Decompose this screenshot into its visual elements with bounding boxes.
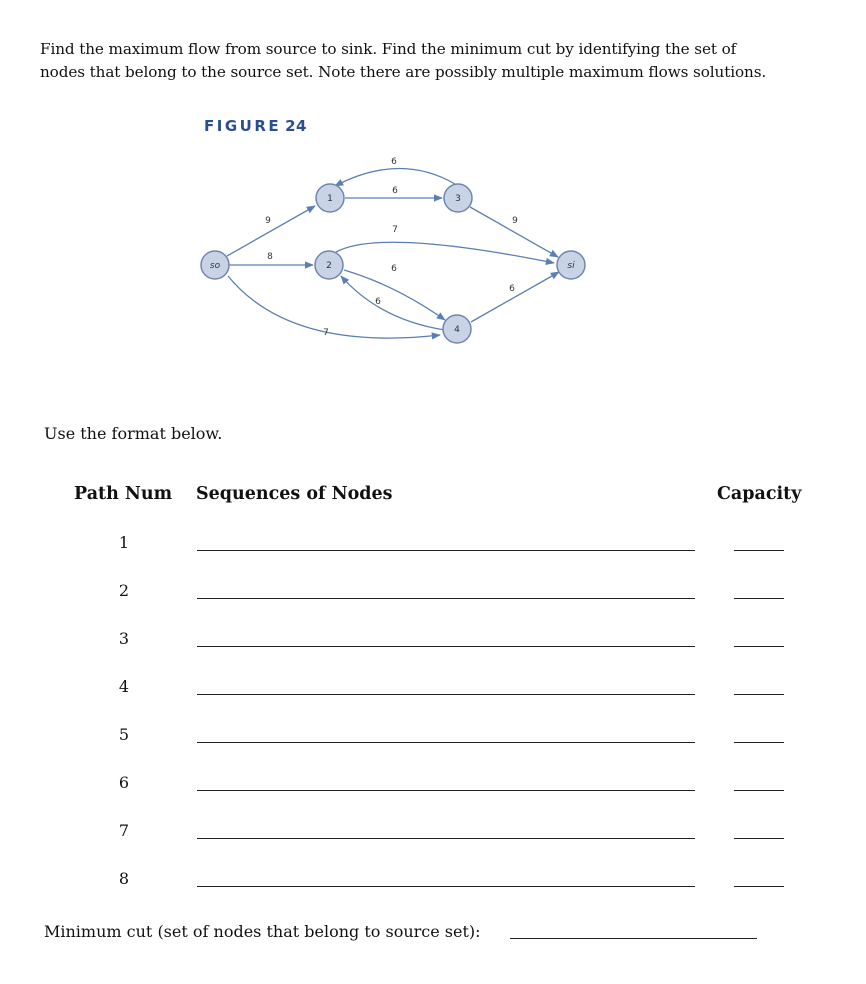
edge-2-4	[344, 270, 445, 320]
edge-2-si	[336, 242, 554, 263]
instructions-line-2: nodes that belong to the source set. Note there are possibly multiple maximum flows solutions.	[40, 63, 767, 81]
row-number: 1	[118, 533, 130, 552]
sequence-blank[interactable]	[197, 598, 695, 599]
edge-label-1-3: 6	[392, 186, 398, 196]
sequence-blank[interactable]	[197, 742, 695, 743]
edge-label-2-si: 7	[392, 225, 398, 235]
edge-label-so-1: 9	[265, 216, 271, 226]
capacity-blank[interactable]	[734, 838, 784, 839]
edge-4-2	[341, 276, 445, 330]
edge-label-4-si: 6	[509, 284, 515, 294]
edge-so-4	[228, 276, 440, 338]
row-number: 5	[118, 725, 130, 744]
edge-label-so-2: 8	[267, 252, 273, 262]
node-label-1: 1	[327, 194, 333, 204]
capacity-blank[interactable]	[734, 886, 784, 887]
row-number: 3	[118, 629, 130, 648]
capacity-blank[interactable]	[734, 790, 784, 791]
sequence-blank[interactable]	[197, 790, 695, 791]
sequence-blank[interactable]	[197, 838, 695, 839]
edge-so-1	[227, 206, 315, 256]
figure-caption-number: 24	[285, 117, 307, 135]
edge-label-so-4: 7	[323, 328, 329, 338]
capacity-blank[interactable]	[734, 742, 784, 743]
capacity-blank[interactable]	[734, 694, 784, 695]
node-label-4: 4	[454, 325, 460, 335]
sequence-blank[interactable]	[197, 646, 695, 647]
row-number: 7	[118, 821, 130, 840]
capacity-blank[interactable]	[734, 598, 784, 599]
node-label-3: 3	[455, 194, 461, 204]
min-cut-label: Minimum cut (set of nodes that belong to source set):	[44, 922, 481, 941]
header-sequences: Sequences of Nodes	[196, 484, 393, 504]
row-number: 6	[118, 773, 130, 792]
sequence-blank[interactable]	[197, 550, 695, 551]
sequence-blank[interactable]	[197, 694, 695, 695]
edge-label-2-4: 6	[391, 264, 397, 274]
node-label-2: 2	[326, 261, 332, 271]
capacity-blank[interactable]	[734, 550, 784, 551]
instructions-line-1: Find the maximum flow from source to sink. Find the minimum cut by identifying the set of	[40, 40, 737, 58]
row-number: 4	[118, 677, 130, 696]
node-label-si: si	[567, 261, 575, 271]
edge-3-si	[470, 207, 558, 257]
edge-4-si	[471, 272, 559, 322]
row-number: 8	[118, 869, 130, 888]
use-format-text: Use the format below.	[44, 424, 223, 443]
row-number: 2	[118, 581, 130, 600]
header-capacity: Capacity	[717, 484, 802, 504]
edge-label-4-2: 6	[375, 297, 381, 307]
flow-network-diagram	[0, 0, 866, 420]
node-label-so: so	[209, 261, 221, 271]
header-path-num: Path Num	[74, 484, 173, 504]
figure-caption-word: FIGURE	[204, 117, 282, 135]
min-cut-blank[interactable]	[510, 938, 757, 939]
capacity-blank[interactable]	[734, 646, 784, 647]
sequence-blank[interactable]	[197, 886, 695, 887]
edge-label-3-1: 6	[391, 157, 397, 167]
edge-label-3-si: 9	[512, 216, 518, 226]
edge-3-1	[335, 168, 455, 186]
